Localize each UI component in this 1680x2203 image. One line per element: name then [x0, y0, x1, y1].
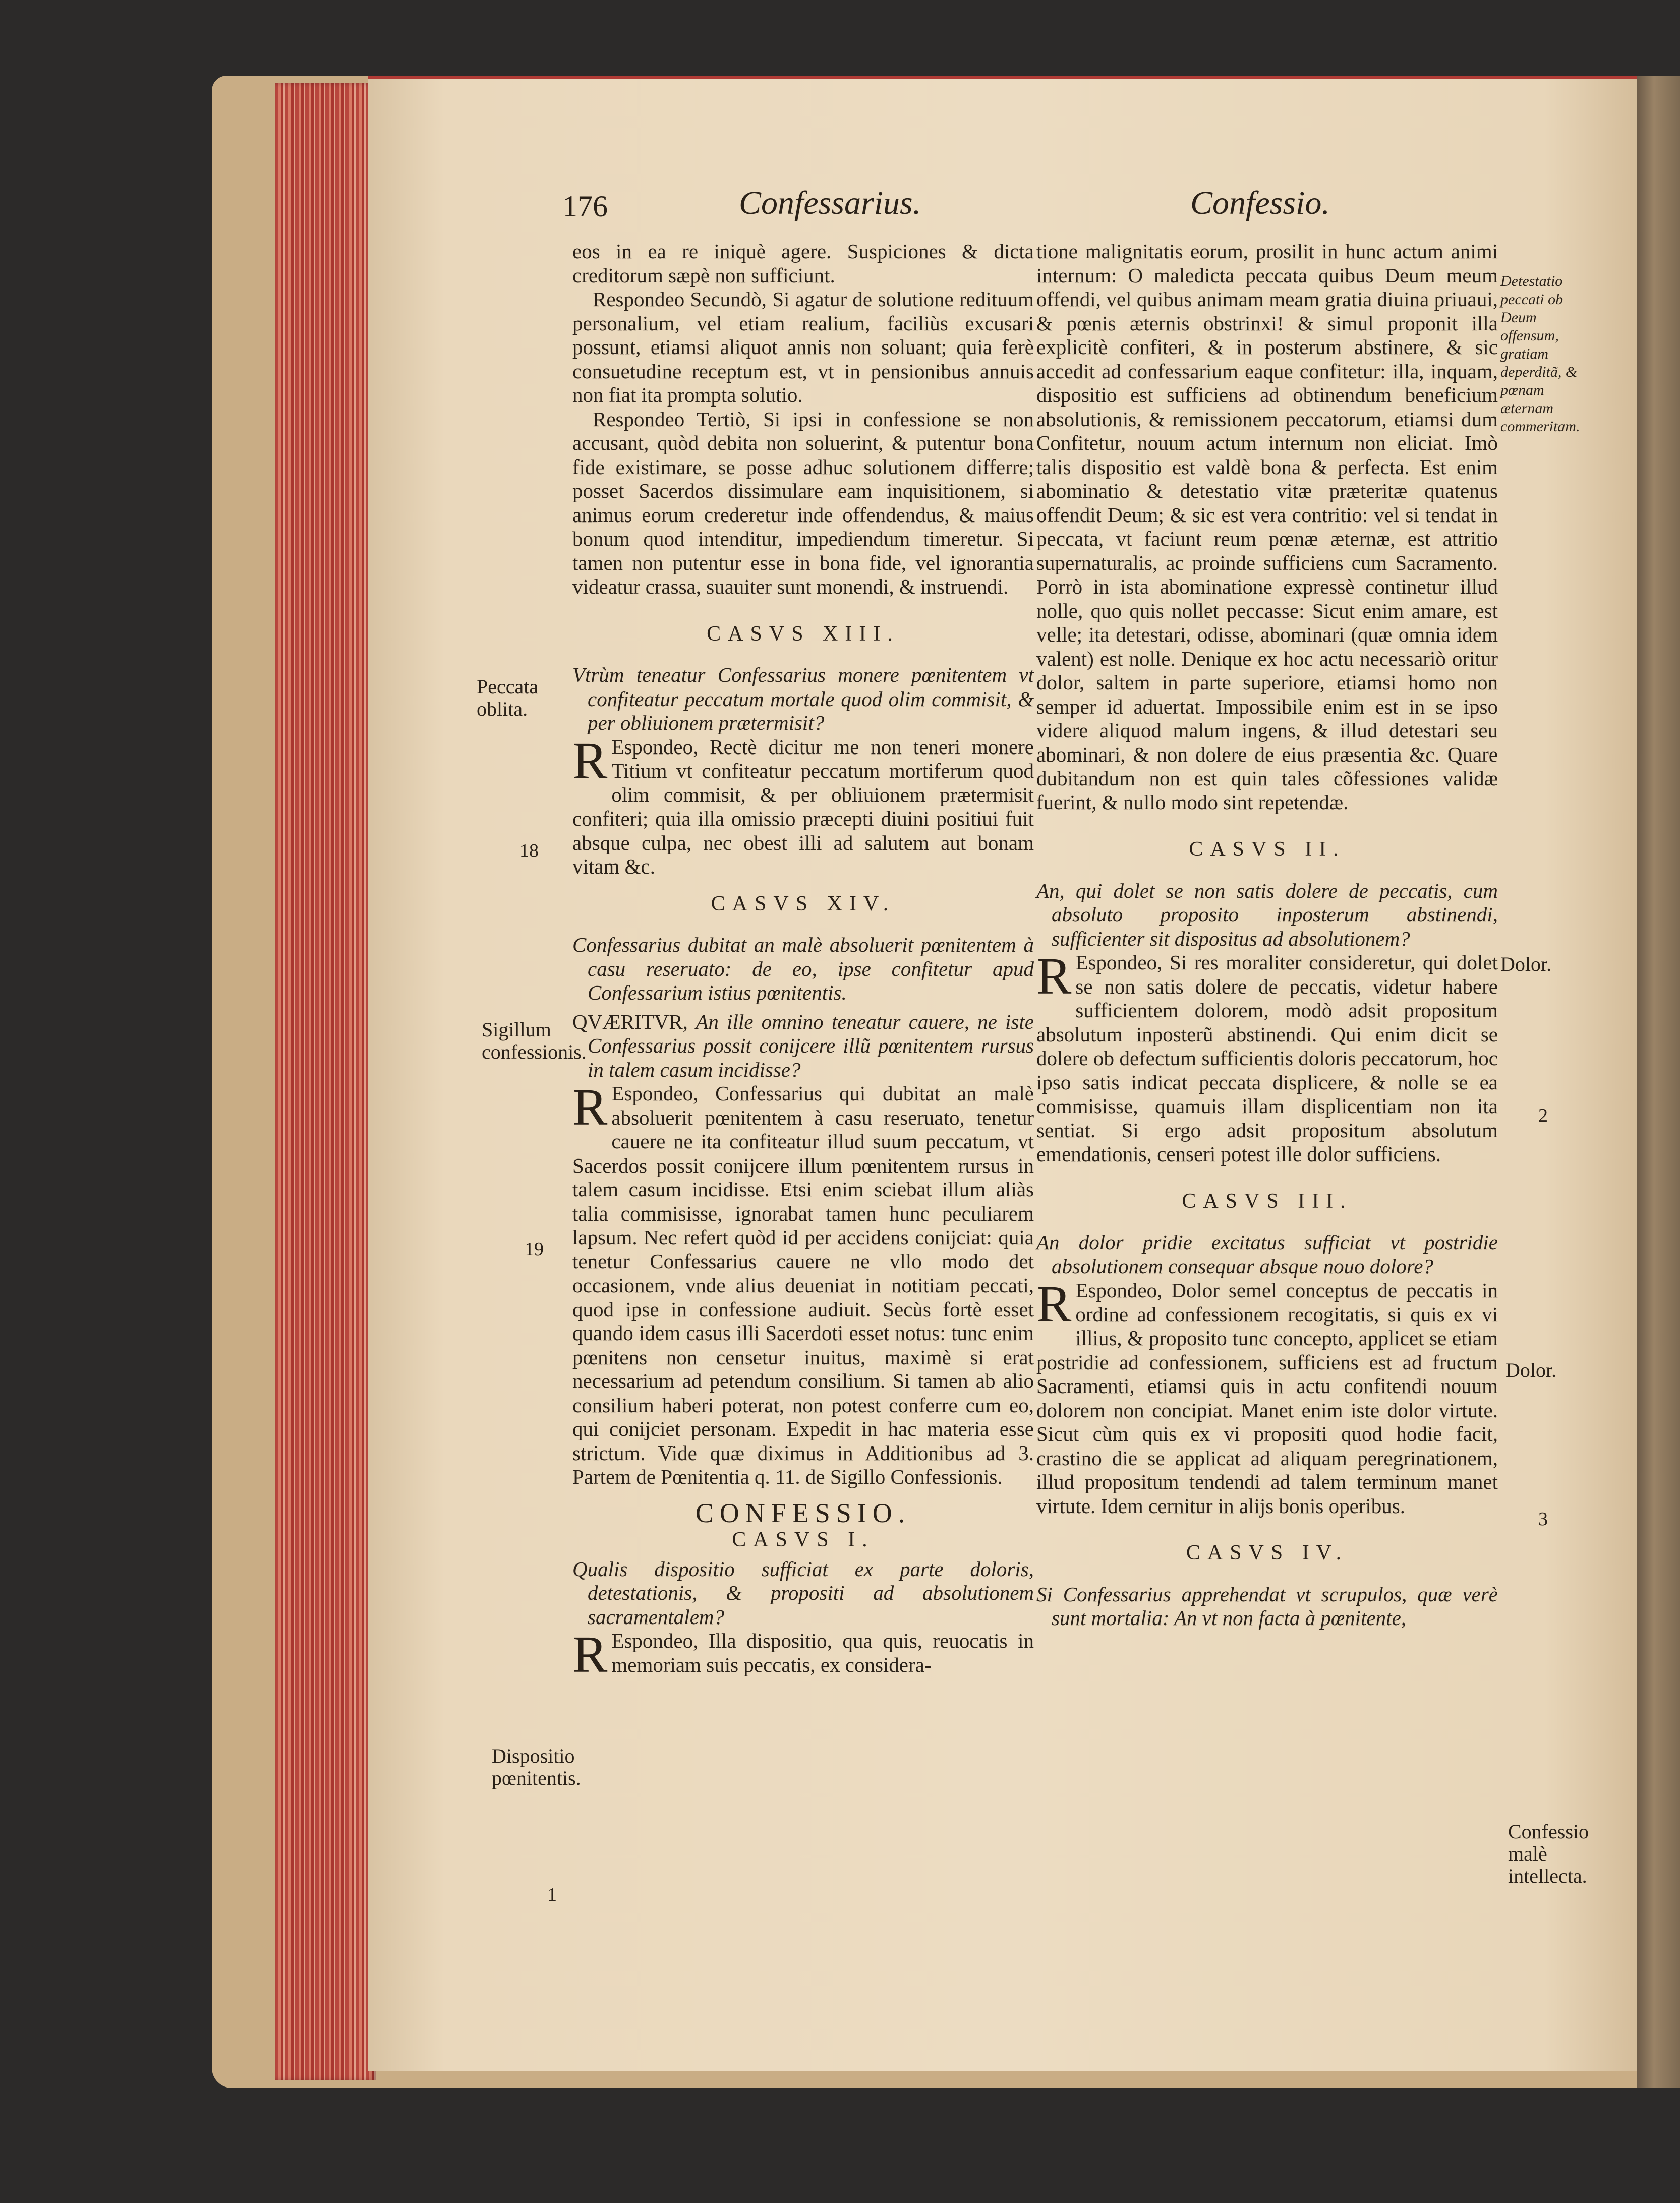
margin-note-dispositio: Dispositio pœnitentis.	[492, 1745, 581, 1789]
margin-number: 1	[547, 1884, 557, 1905]
page-edges-red	[275, 83, 376, 2080]
margin-note-detestatio: Detestatio peccati ob Deum offensum, gratiam deperditã, & pœnam æternam commeritam.	[1500, 273, 1580, 435]
question: An dolor pridie excitatus sufficiat vt postridie absolutionem consequar absque nouo dolore?	[1036, 1231, 1498, 1278]
drop-capital: R	[572, 1078, 608, 1136]
paragraph: tione malignitatis eorum, prosilit in hunc actum animi internum: O maledicta peccata quibus Deum meum offendi, vel quibus animam meam gratia diuina priuaui, & pœnis æternis obstrinxi! & simul proponit illa explicitè confiteri, & in posterum abstinere, & sic accedit ad confessarium eaque confitetur: illa, inquam, dispositio est sufficiens ad obtinendum beneficium absolutionis, & remissionem peccatorum, etiamsi dum Confitetur, nouum actum internum non eliciat. Imò talis dispositio est valdè bona & perfecta. Est enim abominatio & detestatio vitæ præteritæ quatenus offendit Deum; & sic est vera contritio: vel si tendat in peccata, vt faciunt reum pœnæ æternæ, est attritio supernaturalis, ac proinde sufficiens cum Sacramento. Porrò in ista abominatione expressè continetur illud nolle, quo quis nollet peccasse: Sicut enim amare, est velle; ita detestari, odisse, abominari (quæ omnia idem valent) est nolle. Denique ex hoc actu necessariò oritur dolor, saltem in parte superiore, etiamsi homo non semper id aduertat. Impossibile enim est in se ipso videre aliquod malum ingens, & illud detestari seu abominari, & non dolere de eius præsentia &c. Quare dubitandum non est quin tales cõfessiones validæ fuerint, & nullo modo sint repetendæ.	[1036, 240, 1498, 814]
section-heading: CASVS II.	[1189, 838, 1346, 861]
section-heading: CASVS I.	[732, 1528, 875, 1551]
margin-note-dolor: Dolor.	[1500, 953, 1552, 975]
margin-note-sigillum: Sigillum confessionis.	[482, 1018, 587, 1063]
question: An ille omnino teneatur cauere, ne iste Confessarius possit conijcere illũ pœnitentem rursus in talem casum incidisse?	[588, 1010, 1034, 1081]
answer: Espondeo, Dolor semel conceptus de peccatis in ordine ad confessionem recogitatis, si quis ex vi illius, & proposito tunc concepto, applicet se etiam postridie ad confessionem, sufficiens est ad fructum Sacramenti, etiamsi quis in actu confitendi nouum dolorem non concipiat. Manet enim iste dolor virtute. Sicut cùm quis ex vi propositi quod hodie facit, crastino die se applicat ad aliquam peregrinationem, illud propositum tendendi ad talem terminum manet virtute. Idem cernitur in alijs bonis operibus.	[1036, 1279, 1498, 1518]
book-gutter	[1637, 76, 1680, 2088]
question: Qualis dispositio sufficiat ex parte doloris, detestationis, & propositi ad absolutionem sacramentalem?	[572, 1557, 1034, 1629]
section-title: CONFESSIO.	[695, 1497, 911, 1528]
margin-number: 2	[1538, 1105, 1548, 1126]
left-column	[572, 240, 1034, 1684]
margin-number: 18	[519, 840, 539, 861]
drop-capital: R	[1036, 947, 1072, 1005]
answer: Espondeo, Confessarius qui dubitat an malè absoluerit pœnitentem à casu reseruato, tenetur cauere ne ita confiteatur illud suum peccatum, vt Sacerdos possit conijcere illum pœnitentem rursus in talem casum incidisse. Etsi enim sciebat illum aliàs talia commisisse, ignorabat tamen hunc peculiarem lapsum. Nec refert quòd id per accidens conijciat: quia tenetur Confessarius cauere ne vllo modo det occasionem, vnde alius deueniat in notitiam peccati, quod ipse in confessione audiuit. Secùs fortè esset quando idem casus illi Sacerdoti esset notus: tunc enim pœnitens non censetur inuitus, maximè si erat necessarium ad petendum consilium. Si tamen ab alio consilium haberi poterat, non potest conferre cum eo, qui conijciet personam. Expedit in hac materia esse strictum. Vide quæ diximus in Additionibus ad 3. Partem de Pœnitentia q. 11. de Sigillo Confessionis.	[572, 1082, 1034, 1488]
answer: Espondeo, Si res moraliter consideretur, qui dolet se non satis dolere de peccatis, videtur habere sufficientem dolorem, modò adsit propositum absolutum inposterũ abstinendi. Qui enim dicit se dolere ob defectum sufficientis doloris peccatorum, hoc ipso satis indicat peccata displicere, & nolle se ea commisisse, quamuis illam displicentiam non ita sentiat. Si ergo adsit propositum absolutum emendationis, censeri potest ille dolor sufficiens.	[1036, 951, 1498, 1166]
paragraph: eos in ea re iniquè agere. Suspiciones & dicta creditorum sæpè non sufficiunt.	[572, 240, 1034, 287]
question-lead: QVÆRITVR,	[572, 1010, 688, 1033]
section-heading: CASVS XIII.	[707, 622, 900, 646]
question: Si Confessarius apprehendat vt scrupulos, quæ verè sunt mortalia: An vt non facta à pœnitente,	[1036, 1582, 1498, 1630]
answer: Espondeo, Rectè dicitur me non teneri monere Titium vt confiteatur peccatum mortiferum quod olim commisit, & per obliuionem prætermisit confiteri; quia illa omissio præcepti diuini positiui fuit absque culpa, nec obest illi ad salutem aut bonam vitam &c.	[572, 735, 1034, 878]
drop-capital: R	[572, 1626, 608, 1684]
question: Vtrùm teneatur Confessarius monere pœnitentem vt confiteatur peccatum mortale quod olim commisit, & per obliuionem prætermisit?	[572, 663, 1034, 734]
margin-note-dolor: Dolor.	[1505, 1359, 1557, 1381]
answer: Espondeo, Illa dispositio, qua quis, reuocatis in memoriam suis peccatis, ex considera-	[611, 1629, 1034, 1676]
page-number: 176	[562, 190, 608, 223]
question: Confessarius dubitat an malè absoluerit pœnitentem à casu reseruato: de eo, ipse confitetur apud Confessarium istius pœnitentis.	[572, 933, 1034, 1004]
running-title-right: Confessio.	[1190, 185, 1330, 221]
margin-note-peccata-oblita: Peccata oblita.	[477, 675, 539, 720]
section-heading: CASVS IV.	[1186, 1541, 1349, 1564]
paragraph: Respondeo Secundò, Si agatur de solutione redituum personalium, vel etiam realium, faciliùs excusari possunt, etiamsi aliquot annis non soluant; quia ferè consuetudine receptum est, vt in pensionibus annuis non fiat ita prompta solutio.	[572, 287, 1034, 407]
running-title-left: Confessarius.	[739, 185, 921, 221]
section-heading: CASVS XIV.	[711, 892, 896, 915]
paragraph: Respondeo Tertiò, Si ipsi in confessione se non accusant, quòd debita non soluerint, & putentur bona fide existimare, se posse adhuc solutionem differre; posset Sacerdos dissimulare eam inquisitionem, si animus eorum crederetur inde offendendus, & maius bonum quod intenditur, impediendum timeretur. Si tamen non putentur esse in bona fide, vel ignorantia videatur crassa, suauiter sunt monendi, & instruendi.	[572, 407, 1034, 598]
margin-number: 19	[525, 1239, 544, 1260]
right-column	[1036, 240, 1498, 1631]
margin-number: 3	[1538, 1509, 1548, 1530]
question: An, qui dolet se non satis dolere de peccatis, cum absoluto proposito inposterum abstinendi, sufficienter sit dispositus ad absolutionem?	[1036, 879, 1498, 950]
drop-capital: R	[572, 731, 608, 790]
section-heading: CASVS III.	[1182, 1189, 1353, 1213]
margin-note-confessio: Confessio malè intellecta.	[1508, 1820, 1589, 1887]
drop-capital: R	[1036, 1275, 1072, 1333]
